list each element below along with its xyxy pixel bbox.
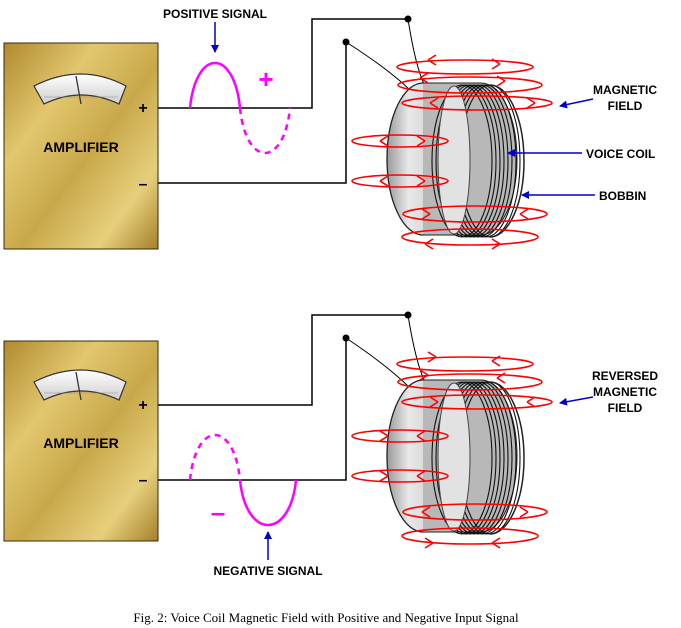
bottom-wires <box>158 312 426 481</box>
reversed-field-label-line3: FIELD <box>607 401 643 415</box>
positive-sign: + <box>258 64 274 94</box>
bottom-amplifier <box>4 341 158 541</box>
plus-terminal-label: + <box>138 100 148 117</box>
bobbin-inner <box>438 86 470 234</box>
terminal-dot <box>343 335 350 342</box>
terminal-dot <box>343 39 350 46</box>
negative-sign: – <box>210 497 226 527</box>
plus-terminal-label: + <box>138 397 148 414</box>
coil-lead-plus <box>408 19 426 88</box>
minus-wire <box>158 42 346 183</box>
magnetic-field-label-line1: MAGNETIC <box>593 83 657 97</box>
figure-caption: Fig. 2: Voice Coil Magnetic Field with Positive and Negative Input Signal <box>133 610 519 625</box>
minus-wire <box>158 338 346 480</box>
plus-wire <box>158 19 408 108</box>
reversed-field-label-line1: REVERSED <box>591 369 659 383</box>
amplifier-label: AMPLIFIER <box>43 139 119 155</box>
magnetic-field-label-line2: FIELD <box>607 99 643 113</box>
amplifier-label: AMPLIFIER <box>43 435 119 451</box>
bobbin-inner <box>438 383 470 531</box>
voice-coil-label: VOICE COIL <box>586 147 656 161</box>
top-amplifier <box>4 43 158 249</box>
positive-signal-label: POSITIVE SIGNAL <box>162 7 268 21</box>
reversed-field-label-line2: MAGNETIC <box>593 385 657 399</box>
bottom-coil-assembly <box>387 380 524 534</box>
bobbin-label: BOBBIN <box>599 189 647 203</box>
negative-signal-label: NEGATIVE SIGNAL <box>213 564 323 578</box>
terminal-dot <box>405 312 412 319</box>
magnetic-field-pointer <box>560 99 593 106</box>
terminal-dot <box>405 16 412 23</box>
minus-terminal-label: – <box>138 176 148 193</box>
bottom-panel <box>4 312 658 579</box>
top-panel <box>4 7 657 249</box>
plus-wire <box>158 315 408 405</box>
coil-lead-plus <box>408 315 426 384</box>
reversed-field-pointer <box>560 397 593 403</box>
coil-lead-minus <box>346 42 412 92</box>
minus-terminal-label: – <box>138 472 148 489</box>
top-wires <box>158 16 426 184</box>
